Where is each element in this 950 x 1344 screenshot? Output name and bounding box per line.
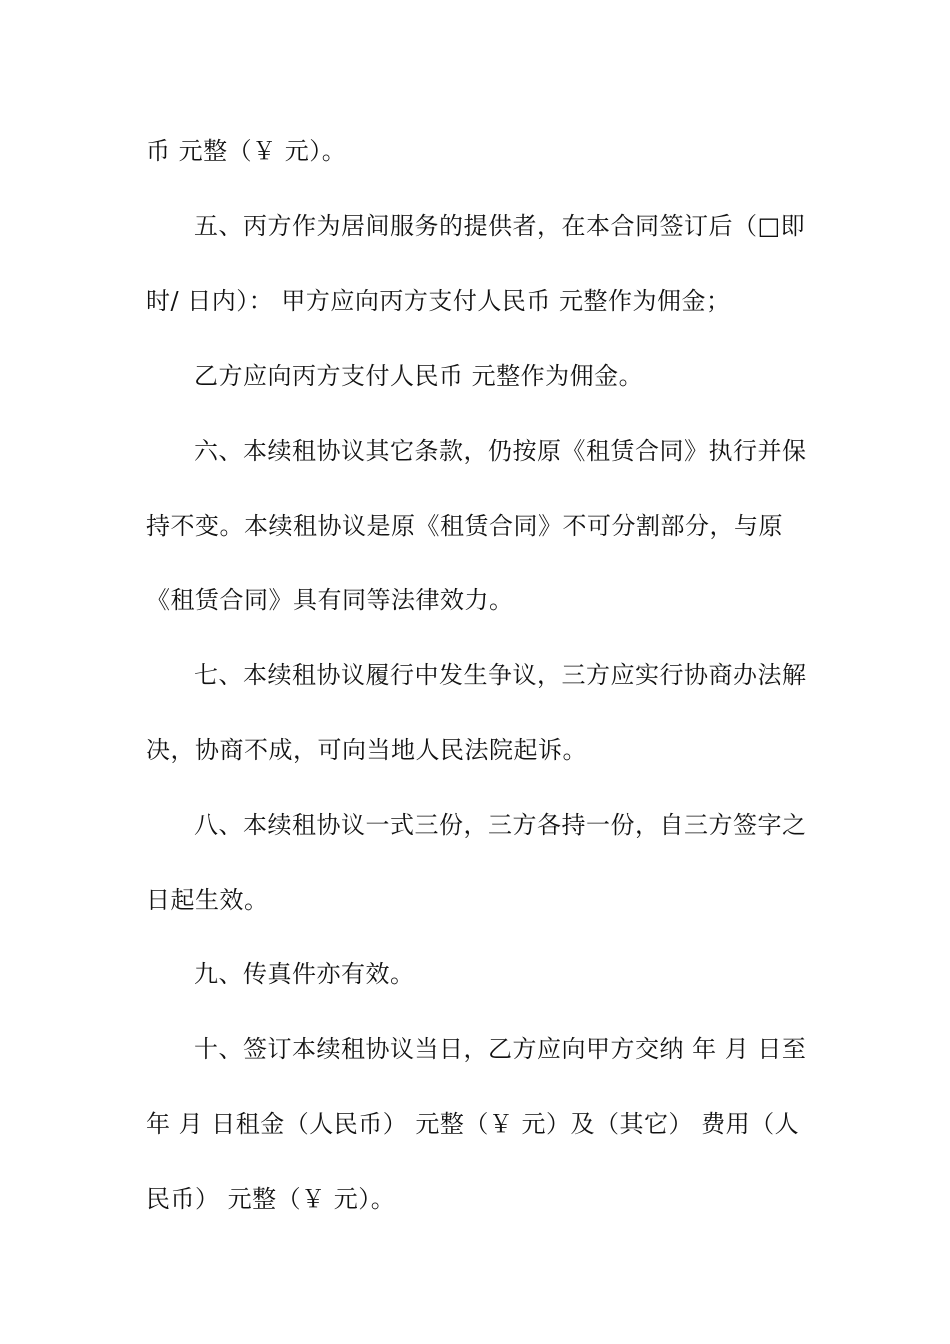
clause-8-line-2: 日起生效。 <box>146 886 269 914</box>
clause-8-line-1: 八、本续租协议一式三份，三方各持一份，自三方签字之 <box>194 811 807 839</box>
clause-10-line-1: 十、签订本续租协议当日，乙方应向甲方交纳 年 月 日至 <box>194 1035 807 1063</box>
clause-5-line-2: 时/ 日内）： 甲方应向丙方支付人民币 元整作为佣金； <box>146 287 731 315</box>
clause-9-line-1: 九、传真件亦有效。 <box>194 960 415 988</box>
clause-5-line-3: 乙方应向丙方支付人民币 元整作为佣金。 <box>194 362 644 390</box>
clause-5-line-1: 五、丙方作为居间服务的提供者，在本合同签订后（□即 <box>194 212 806 240</box>
clause-7-line-1: 七、本续租协议履行中发生争议，三方应实行协商办法解 <box>194 661 807 689</box>
clause-6-line-3: 《租赁合同》具有同等法律效力。 <box>146 586 514 614</box>
clause-7-line-2: 决，协商不成，可向当地人民法院起诉。 <box>146 736 587 764</box>
text-line-1: 币 元整（￥ 元）。 <box>146 137 347 165</box>
clause-10-line-3: 民币） 元整（￥ 元）。 <box>146 1185 396 1213</box>
clause-10-line-2: 年 月 日租金（人民币） 元整（￥ 元）及（其它） 费用（人 <box>146 1110 800 1138</box>
clause-6-line-2: 持不变。本续租协议是原《租赁合同》不可分割部分，与原 <box>146 512 783 540</box>
clause-6-line-1: 六、本续租协议其它条款，仍按原《租赁合同》执行并保 <box>194 437 807 465</box>
